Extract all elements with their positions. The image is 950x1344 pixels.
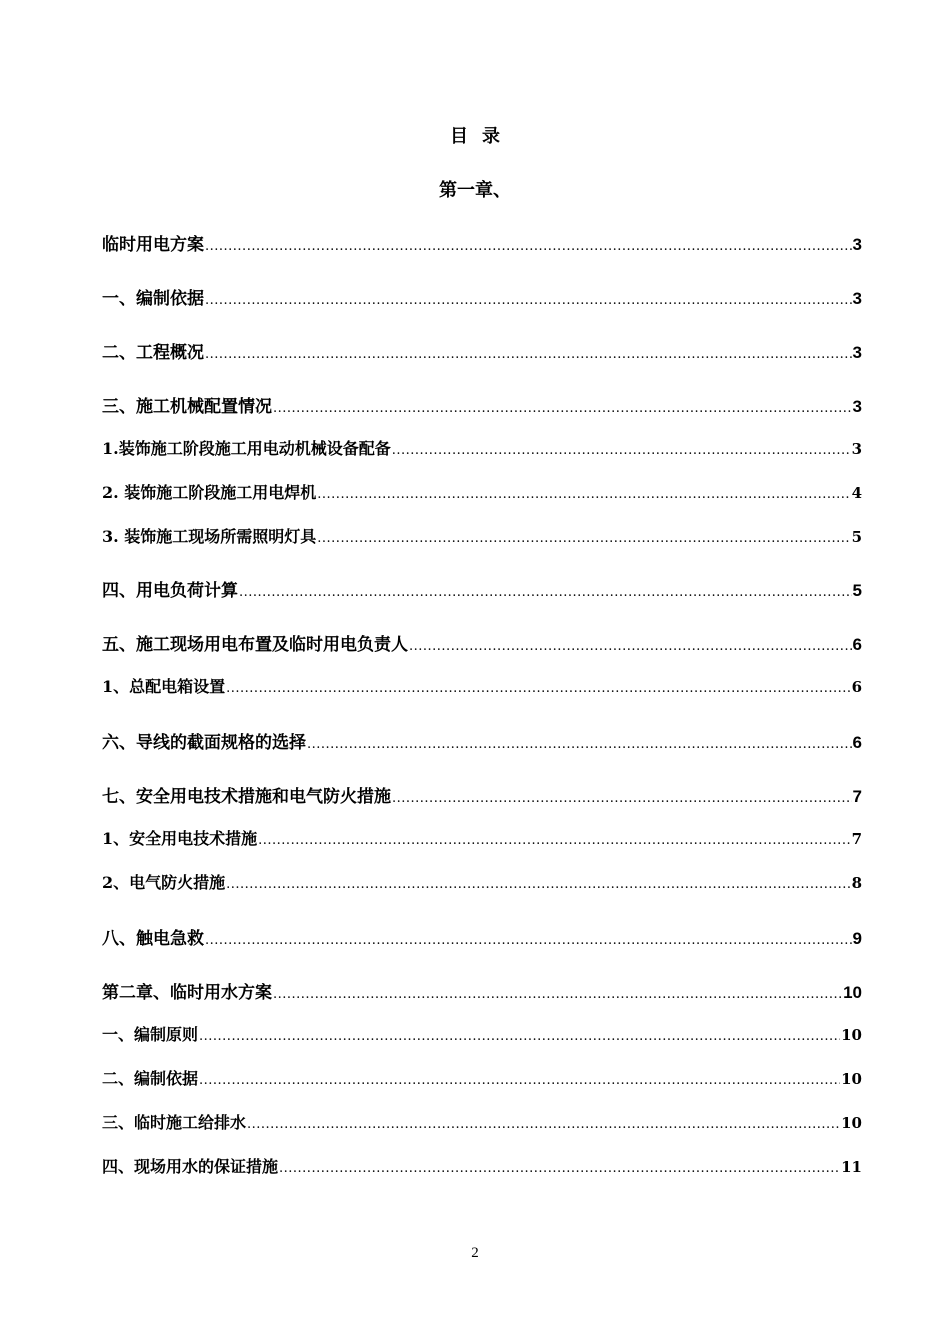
toc-entry-label: 七、安全用电技术措施和电气防火措施: [102, 787, 391, 807]
toc-entry[interactable]: [102, 524, 862, 547]
toc-entry-label: 二、编制依据: [102, 1069, 199, 1088]
toc-leader-dots: [273, 401, 852, 416]
toc-entry-page: 8: [851, 874, 862, 892]
toc-entry-label: 三、施工机械配置情况: [102, 397, 272, 417]
toc-entry-page: 6: [852, 635, 862, 654]
toc-entry-label: 四、现场用水的保证措施: [102, 1157, 279, 1176]
toc-entry-page: 7: [852, 787, 862, 806]
toc-entry-page: 4: [851, 484, 862, 502]
toc-entry[interactable]: [102, 870, 862, 893]
toc-entry-page: 5: [852, 581, 862, 600]
toc-leader-dots: [239, 585, 852, 600]
toc-entry[interactable]: [102, 728, 862, 753]
toc-entry-label: 四、用电负荷计算: [102, 581, 238, 601]
toc-leader-dots: [273, 987, 842, 1002]
toc-leader-dots: [392, 443, 851, 458]
toc-entry-label: 2、电气防火措施: [102, 873, 226, 892]
toc-leader-dots: [279, 1161, 840, 1176]
toc-entry[interactable]: [102, 576, 862, 601]
toc-entry-label: 3. 装饰施工现场所需照明灯具: [102, 527, 317, 546]
toc-entry[interactable]: [102, 1154, 862, 1177]
toc-entry-page: 3: [852, 343, 862, 362]
toc-entry-page: 11: [841, 1158, 862, 1176]
toc-entry[interactable]: [102, 978, 862, 1003]
toc-entry-label: 1、总配电箱设置: [102, 677, 226, 696]
toc-entry[interactable]: [102, 436, 862, 459]
toc-entry-page: 3: [852, 397, 862, 416]
toc-leader-dots: [205, 293, 852, 308]
toc-leader-dots: [226, 877, 850, 892]
toc-entry-page: 10: [843, 983, 862, 1002]
toc-entry-page: 3: [852, 289, 862, 308]
toc-entry-page: 9: [852, 929, 862, 948]
toc-entry-page: 10: [841, 1114, 862, 1132]
toc-leader-dots: [307, 737, 852, 752]
toc-leader-dots: [226, 681, 850, 696]
toc-leader-dots: [258, 833, 850, 848]
toc-entry[interactable]: [102, 782, 862, 807]
toc-entry-label: 2. 装饰施工阶段施工用电焊机: [102, 483, 317, 502]
toc-entry-label: 一、编制依据: [102, 289, 204, 309]
toc-entry-page: 10: [841, 1070, 862, 1088]
toc-entry-page: 3: [851, 440, 862, 458]
toc-entry-label: 二、工程概况: [102, 343, 204, 363]
toc-entry-label: 1.装饰施工阶段施工用电动机械设备配备: [102, 439, 391, 458]
toc-title: 目录: [450, 126, 514, 147]
toc-leader-dots: [205, 239, 852, 254]
toc-entry-page: 6: [852, 733, 862, 752]
toc-entry-page: 10: [841, 1026, 862, 1044]
toc-entry[interactable]: [102, 392, 862, 417]
toc-entry[interactable]: [102, 230, 862, 255]
toc-entry[interactable]: [102, 630, 862, 655]
chapter-heading: 第一章、: [439, 180, 511, 201]
toc-leader-dots: [392, 791, 852, 806]
toc-entry[interactable]: [102, 1110, 862, 1133]
toc-entry-label: 八、触电急救: [102, 929, 204, 949]
toc-entry[interactable]: [102, 674, 862, 697]
toc-entry-page: 5: [851, 528, 862, 546]
page-number: 2: [471, 1245, 479, 1261]
toc-entry-page: 6: [851, 678, 862, 696]
toc-leader-dots: [247, 1117, 840, 1132]
toc-entry[interactable]: [102, 338, 862, 363]
toc-entry-label: 六、导线的截面规格的选择: [102, 733, 306, 753]
toc-entry-page: 7: [851, 830, 862, 848]
toc-entry[interactable]: [102, 1022, 862, 1045]
toc-leader-dots: [409, 639, 852, 654]
toc-leader-dots: [205, 347, 852, 362]
toc-entry-page: 3: [852, 235, 862, 254]
toc-entry-label: 临时用电方案: [102, 235, 204, 255]
toc-entry[interactable]: [102, 284, 862, 309]
toc-entry[interactable]: [102, 826, 862, 849]
toc-entry[interactable]: [102, 924, 862, 949]
toc-leader-dots: [199, 1029, 840, 1044]
toc-entry-label: 1、安全用电技术措施: [102, 829, 258, 848]
toc-entry-label: 三、临时施工给排水: [102, 1113, 247, 1132]
toc-entry-label: 五、施工现场用电布置及临时用电负责人: [102, 635, 408, 655]
toc-leader-dots: [199, 1073, 840, 1088]
toc-entry[interactable]: [102, 480, 862, 503]
toc-leader-dots: [317, 487, 850, 502]
toc-leader-dots: [317, 531, 850, 546]
toc-leader-dots: [205, 933, 852, 948]
toc-entry-label: 一、编制原则: [102, 1025, 199, 1044]
toc-entry[interactable]: [102, 1066, 862, 1089]
toc-entry-label: 第二章、临时用水方案: [102, 983, 272, 1003]
